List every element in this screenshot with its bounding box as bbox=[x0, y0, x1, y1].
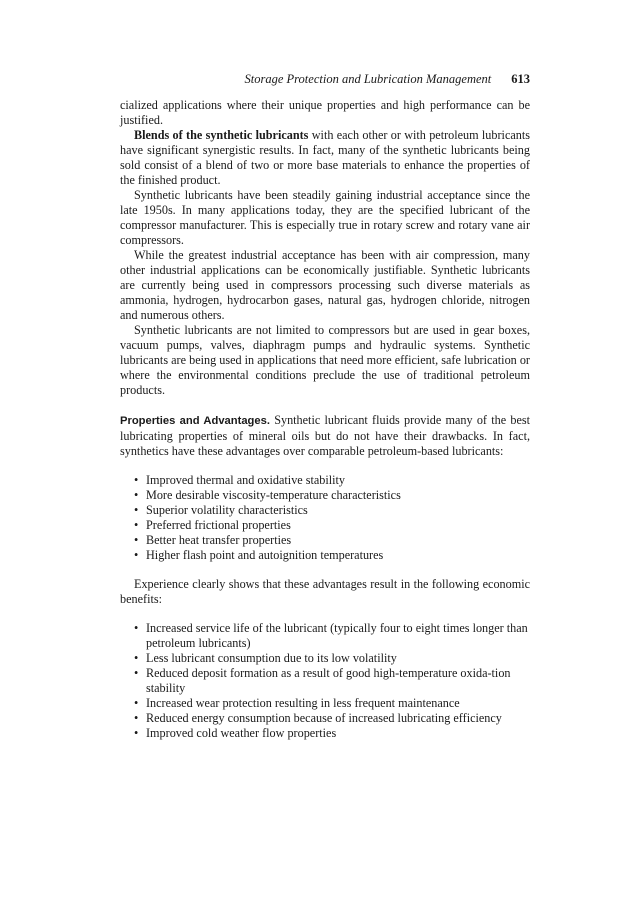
paragraph-properties bbox=[120, 413, 530, 459]
list-item: • Superior volatility characteristics bbox=[134, 503, 308, 517]
list-item: • Improved thermal and oxidative stability bbox=[134, 473, 346, 487]
list-item: • Reduced deposit formation as a result of good high-temperature oxida-tion stability bbox=[134, 666, 511, 695]
page-number: 613 bbox=[511, 72, 530, 86]
paragraph-blends bbox=[120, 128, 530, 188]
list-item: • Less lubricant consumption due to its low volatility bbox=[134, 651, 397, 665]
running-title: Storage Protection and Lubrication Management bbox=[244, 72, 492, 86]
bullet-icon: • bbox=[134, 651, 139, 665]
list-item: • Higher flash point and autoignition temperatures bbox=[134, 548, 384, 562]
paragraph-uses: Synthetic lubricants are not limited to compressors but are used in gear boxes, vacuum pumps, valves, diaphragm pumps and hydraulic systems. Synthetic lubricants are being used in applications that need more efficient, safe lubrication or where the environmental conditions preclude the use of traditional petroleum products. bbox=[120, 323, 530, 397]
list-item: • Better heat transfer properties bbox=[134, 533, 292, 547]
paragraph-continuation: cialized applications where their unique properties and high performance can be justified. bbox=[120, 98, 530, 127]
paragraph-applications: While the greatest industrial acceptance has been with air compression, many other industrial applications can be economically justifiable. Synthetic lubricants are currently being used in compressors processing such diverse materials as ammonia, hydrogen, hydrocarbon gases, natural gas, hydrogen chloride, nitrogen and numerous others. bbox=[120, 248, 530, 322]
bullet-icon: • bbox=[134, 473, 139, 487]
paragraph-acceptance: Synthetic lubricants have been steadily gaining industrial acceptance since the late 1950s. In many applications today, they are the specified lubricant of the compressor manufacturer. This is especially true in rotary screw and rotary vane air compressors. bbox=[120, 188, 530, 247]
bullet-icon: • bbox=[134, 548, 139, 562]
list-item: • Preferred frictional properties bbox=[134, 518, 291, 532]
list-item: • Improved cold weather flow properties bbox=[134, 726, 337, 740]
benefits-list bbox=[120, 621, 530, 741]
page-header bbox=[120, 72, 530, 87]
list-item: • Reduced energy consumption because of increased lubricating efficiency bbox=[134, 711, 502, 725]
bullet-icon: • bbox=[134, 518, 139, 532]
paragraph-blends-lead: Blends of the synthetic lubricants bbox=[134, 128, 309, 142]
list-item: • Increased wear protection resulting in less frequent maintenance bbox=[134, 696, 460, 710]
bullet-icon: • bbox=[134, 726, 139, 740]
paragraph-experience: Experience clearly shows that these advantages result in the following economic benefits: bbox=[120, 577, 530, 606]
bullet-icon: • bbox=[134, 711, 139, 725]
bullet-icon: • bbox=[134, 503, 139, 517]
section-heading-properties: Properties and Advantages. bbox=[120, 415, 270, 427]
bullet-icon: • bbox=[134, 666, 139, 680]
list-item: • Increased service life of the lubricant (typically four to eight times longer than petroleum lubricants) bbox=[134, 621, 528, 650]
page-body bbox=[120, 98, 530, 755]
paragraph-properties-text: Synthetic lubricant fluids provide many of the best lubricating properties of mineral oils but do not have their drawbacks. In fact, synthetics have these advantages over comparable petroleum-based lubricants: bbox=[120, 413, 530, 458]
bullet-icon: • bbox=[134, 621, 139, 635]
advantages-list bbox=[120, 473, 530, 563]
list-item: • More desirable viscosity-temperature characteristics bbox=[134, 488, 401, 502]
bullet-icon: • bbox=[134, 696, 139, 710]
bullet-icon: • bbox=[134, 533, 139, 547]
paragraph-blends-text: with each other or with petroleum lubricants have significant synergistic results. In fact, many of the synthetic lubricants being sold consist of a blend of two or more base materials to enhance the properties of the finished product. bbox=[120, 128, 530, 187]
bullet-icon: • bbox=[134, 488, 139, 502]
